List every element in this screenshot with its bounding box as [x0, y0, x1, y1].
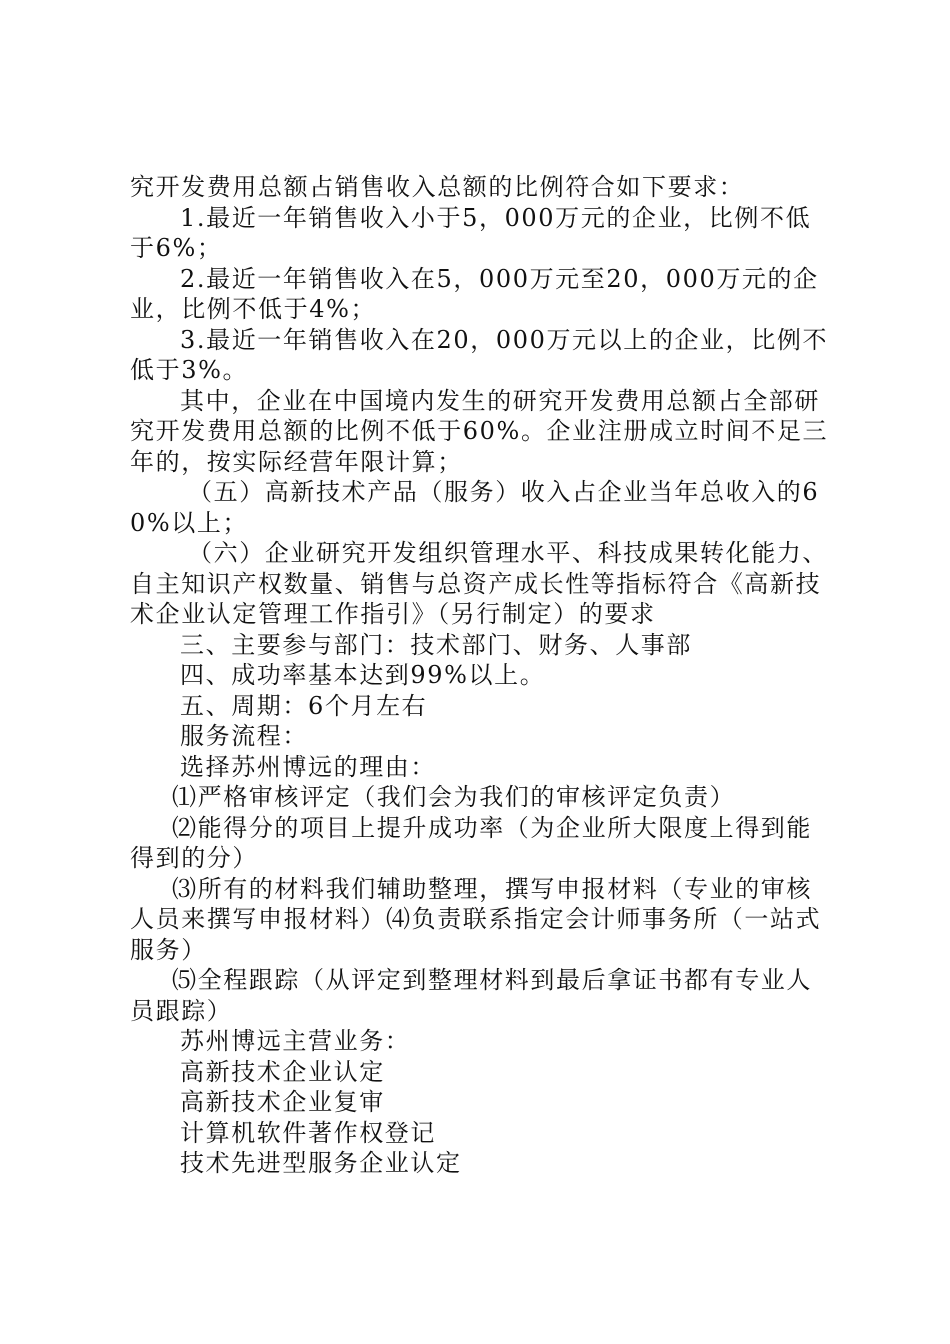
paragraph-domestic-ratio: 其中，企业在中国境内发生的研究开发费用总额占全部研究开发费用总额的比例不低于60%。企业注册成立时间不足三年的，按实际经营年限计算； [130, 386, 829, 476]
paragraph-item-6: （六）企业研究开发组织管理水平、科技成果转化能力、自主知识产权数量、销售与总资产成长性等指标符合《高新技术企业认定管理工作指引》（另行制定）的要求 [130, 539, 828, 628]
paragraph-reasons-heading: 选择苏州博远的理由： [180, 752, 436, 781]
paragraph-business-item: 高新技术企业复审 [180, 1088, 385, 1116]
paragraph-success-rate: 四、成功率基本达到99%以上。 [180, 661, 546, 689]
paragraph-requirement-1: 1.最近一年销售收入小于5，000万元的企业，比例不低于6%； [130, 203, 812, 262]
paragraph-requirement-2: 2.最近一年销售收入在5，000万元至20，000万元的企业，比例不低于4%； [130, 264, 819, 323]
paragraph-reason-3-4: ⑶所有的材料我们辅助整理，撰写申报材料（专业的审核人员来撰写申报材料）⑷负责联系指定会计师事务所（一站式服务） [130, 874, 822, 964]
paragraph-business-item: 高新技术企业认定 [180, 1057, 385, 1086]
paragraph-business-heading: 苏州博远主营业务： [180, 1027, 411, 1055]
paragraph-business-item: 计算机软件著作权登记 [180, 1118, 436, 1147]
paragraph-intro-continuation: 究开发费用总额占销售收入总额的比例符合如下要求： [130, 173, 745, 201]
paragraph-reason-2: ⑵能得分的项目上提升成功率（为企业所大限度上得到能得到的分） [130, 813, 812, 872]
paragraph-reason-5: ⑸全程跟踪（从评定到整理材料到最后拿证书都有专业人员跟踪） [130, 966, 812, 1025]
paragraph-reason-1: ⑴严格审核评定（我们会为我们的审核评定负责） [172, 783, 736, 811]
paragraph-departments: 三、主要参与部门：技术部门、财务、人事部 [180, 630, 692, 659]
paragraph-item-5: （五）高新技术产品（服务）收入占企业当年总收入的60%以上； [130, 478, 820, 537]
document-body [130, 172, 835, 1179]
paragraph-service-process: 服务流程： [180, 722, 308, 750]
paragraph-requirement-3: 3.最近一年销售收入在20，000万元以上的企业，比例不低于3%。 [130, 325, 829, 384]
paragraph-period: 五、周期：6个月左右 [180, 691, 428, 720]
paragraph-business-item: 技术先进型服务企业认定 [180, 1149, 462, 1177]
